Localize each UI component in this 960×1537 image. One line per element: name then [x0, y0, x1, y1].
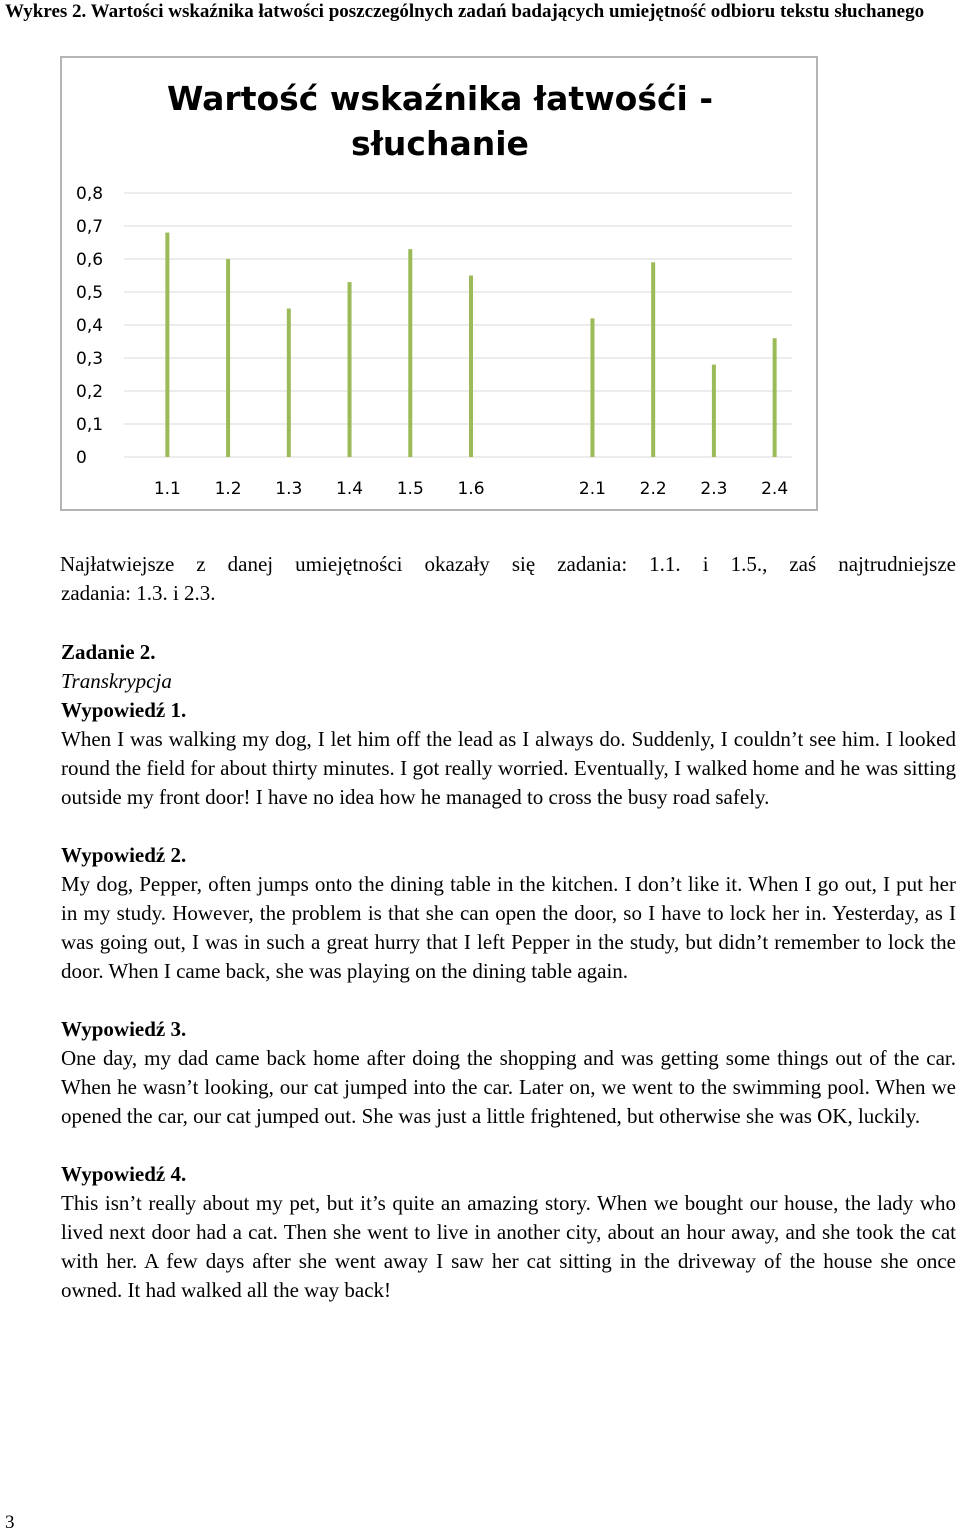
figure-caption: Wykres 2. Wartości wskaźnika łatwości poszczególnych zadań badających umiejętność odbioru tekstu słuchanego: [5, 1, 925, 22]
statement-4-text: This isn’t really about my pet, but it’s quite an amazing story. When we bought our house, the lady who lived next door had a cat. Then she went to live in another city, about an hour away, and she took the cat with her. A few days after she went away I saw her cat sitting in the driveway of the house she once owned. It had walked all the way back!: [61, 1191, 956, 1302]
y-tick-label: 0,7: [76, 217, 104, 237]
bar: [590, 318, 594, 457]
bar: [226, 259, 230, 457]
bar: [773, 338, 777, 457]
task-subtitle: Transkrypcja: [61, 669, 172, 693]
statement-3-label: Wypowiedź 3.: [61, 1017, 187, 1041]
x-tick-label: 1.2: [214, 479, 242, 499]
bars: [165, 233, 776, 457]
bar: [165, 233, 169, 457]
x-tick-label: 1.3: [275, 479, 303, 499]
x-tick-label: 1.4: [336, 479, 364, 499]
y-tick-label: 0,3: [76, 349, 104, 369]
y-tick-label: 0,1: [76, 415, 104, 435]
x-tick-label: 1.1: [153, 479, 181, 499]
x-tick-label: 1.5: [396, 479, 424, 499]
bar: [287, 309, 291, 458]
statement-1-text: When I was walking my dog, I let him off the lead as I always do. Suddenly, I couldn’t see him. I looked round the field for about thirty minutes. I got really worried. Eventually, I walked home and he was sitting outside my front door! I have no idea how he managed to cross the busy road safely.: [61, 727, 956, 809]
task-title: Zadanie 2.: [61, 640, 156, 664]
chart-title-line-1: Wartość wskaźnika łatwośći -: [166, 79, 714, 118]
bar: [712, 365, 716, 457]
y-tick-label: 0,5: [76, 283, 104, 303]
summary-line-2: zadania: 1.3. i 2.3.: [61, 581, 216, 605]
y-tick-label: 0,6: [76, 250, 104, 270]
statement-2-text: My dog, Pepper, often jumps onto the dining table in the kitchen. I don’t like it. When I go out, I put her in my study. However, the problem is that she can open the door, so I have to lock her in. Yesterday, as I was going out, I was in such a great hurry that I left Pepper in the study, but didn’t remember to lock the door. When I came back, she was playing on the dining table again.: [61, 872, 956, 983]
summary-line-1: Najłatwiejsze z danej umiejętności okazały się zadania: 1.1. i 1.5., zaś najtrudniejsze: [60, 552, 956, 576]
chart-title-line-2: słuchanie: [351, 124, 529, 163]
statement-1-label: Wypowiedź 1.: [61, 698, 187, 722]
y-tick-label: 0,2: [76, 382, 104, 402]
y-tick-label: 0: [76, 448, 87, 468]
bar: [651, 262, 655, 457]
results-summary: [60, 550, 956, 608]
x-tick-label: 2.2: [639, 479, 667, 499]
gridlines: [124, 193, 792, 457]
statement-3-text: One day, my dad came back home after doing the shopping and was getting some things out of the car. When he wasn’t looking, our cat jumped into the car. Later on, we went to the swimming pool. When we opened the car, our cat jumped out. She was just a little frightened, but otherwise she was OK, luckily.: [61, 1046, 956, 1128]
bar-chart: [62, 58, 816, 509]
x-tick-label: 2.4: [761, 479, 789, 499]
y-tick-label: 0,4: [76, 316, 104, 336]
x-tick-label: 1.6: [457, 479, 485, 499]
x-axis-ticks: [154, 479, 788, 499]
x-tick-label: 2.3: [700, 479, 728, 499]
bar: [408, 249, 412, 457]
statement-4-label: Wypowiedź 4.: [61, 1162, 187, 1186]
bar: [348, 282, 352, 457]
x-tick-label: 2.1: [578, 479, 606, 499]
y-axis-ticks: [76, 184, 103, 468]
y-tick-label: 0,8: [76, 184, 104, 204]
bar: [469, 276, 473, 458]
page-number: 3: [5, 1512, 15, 1533]
statement-2-label: Wypowiedź 2.: [61, 843, 187, 867]
chart-container: [60, 56, 818, 511]
